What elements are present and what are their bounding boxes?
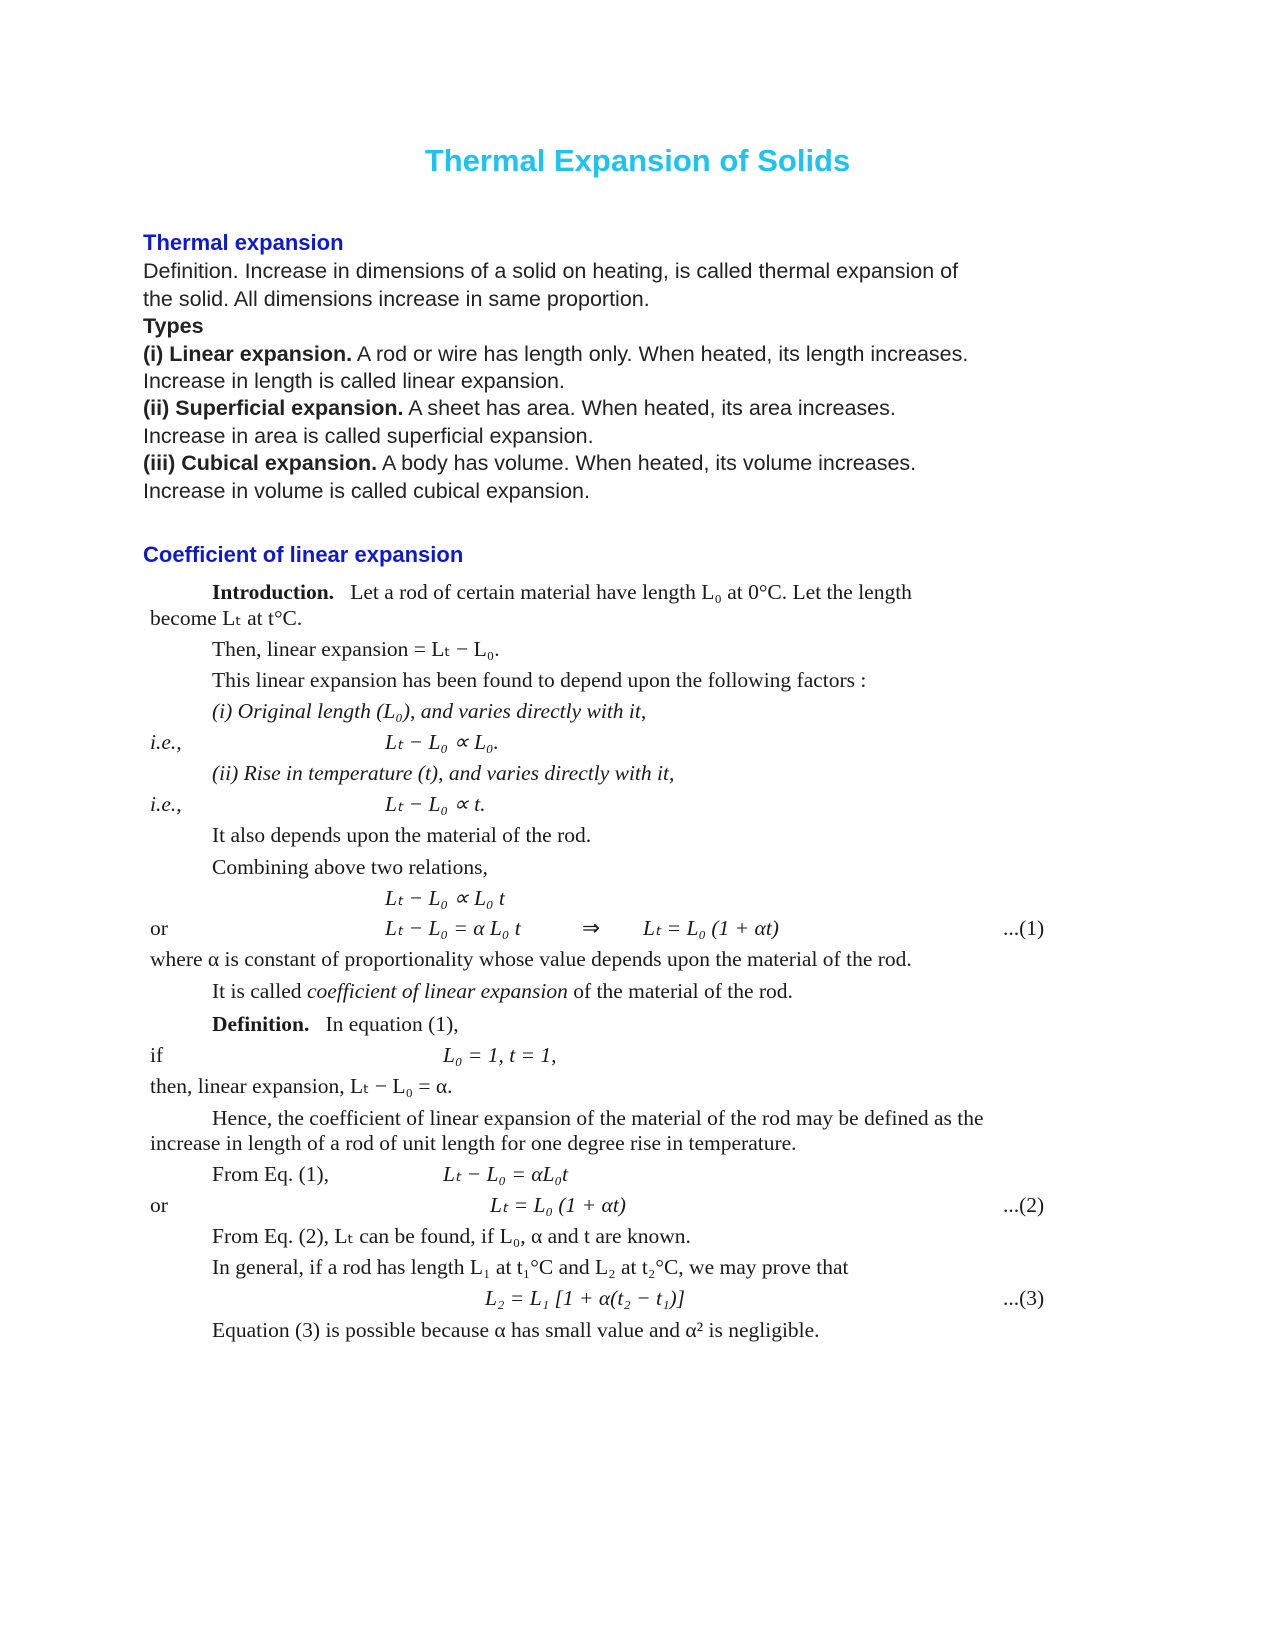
if-label: if xyxy=(150,1043,164,1067)
where-line: where α is constant of proportionality whose value depends upon the material of the rod. xyxy=(150,947,912,971)
equation-proportional-temp: Lₜ − L₀ ∝ t. xyxy=(385,792,486,816)
called-line xyxy=(212,979,793,1004)
equation-2-number: ...(2) xyxy=(1003,1193,1045,1217)
section-heading-coefficient: Coefficient of linear expansion xyxy=(143,542,464,567)
factor-2: (ii) Rise in temperature (t), and varies directly with it, xyxy=(212,761,675,785)
equation-3: L₂ = L₁ [1 + α(t₂ − t₁)] xyxy=(485,1286,685,1310)
type-linear-text: A rod or wire has length only. When heated, its length increases. xyxy=(352,342,969,366)
if-equation: L₀ = 1, t = 1, xyxy=(443,1043,557,1067)
type-cubical-line2: Increase in volume is called cubical expansion. xyxy=(143,479,590,503)
types-heading: Types xyxy=(143,314,204,338)
ie-label-2: i.e., xyxy=(150,792,182,816)
implies-symbol: ⇒ xyxy=(582,916,601,940)
intro-line-2: become Lₜ at t°C. xyxy=(150,606,303,630)
factors-line: This linear expansion has been found to depend upon the following factors : xyxy=(212,668,867,692)
intro-label: Introduction. xyxy=(212,580,335,604)
called-prefix: It is called xyxy=(212,979,307,1003)
type-linear xyxy=(143,340,968,368)
hence-line-1: Hence, the coefficient of linear expansion of the material of the rod may be defined as the xyxy=(212,1106,984,1130)
or-label-1: or xyxy=(150,916,168,940)
final-line: Equation (3) is possible because α has small value and α² is negligible. xyxy=(212,1318,820,1342)
equation-1-left: Lₜ − L₀ = α L₀ t xyxy=(385,916,521,940)
definition-line xyxy=(212,1012,459,1037)
factor-1: (i) Original length (L₀), and varies directly with it, xyxy=(212,699,647,723)
called-term: coefficient of linear expansion xyxy=(306,979,568,1003)
material-line: It also depends upon the material of the rod. xyxy=(212,823,592,847)
type-superficial-label: (ii) Superficial expansion. xyxy=(143,396,404,420)
equation-proportional-length: Lₜ − L₀ ∝ L₀. xyxy=(385,730,499,754)
definition-line-2: the solid. All dimensions increase in same proportion. xyxy=(143,287,650,311)
page-title: Thermal Expansion of Solids xyxy=(424,143,851,178)
or-label-2: or xyxy=(150,1193,168,1217)
definition-line-1: Definition. Increase in dimensions of a solid on heating, is called thermal expansion of xyxy=(143,259,959,283)
general-line: In general, if a rod has length L₁ at t₁°C and L₂ at t₂°C, we may prove that xyxy=(212,1255,849,1279)
type-superficial xyxy=(143,394,896,422)
definition-label: Definition. xyxy=(212,1012,310,1036)
section-heading-thermal-expansion: Thermal expansion xyxy=(143,230,344,255)
type-cubical-text: A body has volume. When heated, its volume increases. xyxy=(377,451,917,475)
ie-label-1: i.e., xyxy=(150,730,182,754)
from-eq1-equation: Lₜ − L₀ = αL₀t xyxy=(443,1162,568,1186)
definition-text: In equation (1), xyxy=(325,1012,459,1036)
type-cubical xyxy=(143,449,916,477)
intro-line xyxy=(212,580,912,605)
type-linear-line2: Increase in length is called linear expansion. xyxy=(143,369,565,393)
type-cubical-label: (iii) Cubical expansion. xyxy=(143,451,378,475)
intro-text: Let a rod of certain material have length L₀ at 0°C. Let the length xyxy=(350,580,912,604)
then-linear-expansion-line: then, linear expansion, Lₜ − L₀ = α. xyxy=(150,1074,453,1098)
equation-1-number: ...(1) xyxy=(1003,916,1045,940)
called-suffix: of the material of the rod. xyxy=(567,979,793,1003)
from-eq1-label: From Eq. (1), xyxy=(212,1162,330,1186)
equation-1-right: Lₜ = L₀ (1 + αt) xyxy=(643,916,779,940)
equation-combined-proportion: Lₜ − L₀ ∝ L₀ t xyxy=(385,886,505,910)
combining-line: Combining above two relations, xyxy=(212,855,488,879)
type-superficial-line2: Increase in area is called superficial expansion. xyxy=(143,424,594,448)
type-superficial-text: A sheet has area. When heated, its area increases. xyxy=(403,396,896,420)
equation-3-number: ...(3) xyxy=(1003,1286,1045,1310)
type-linear-label: (i) Linear expansion. xyxy=(143,342,353,366)
hence-line-2: increase in length of a rod of unit length for one degree rise in temperature. xyxy=(150,1131,797,1155)
then-line: Then, linear expansion = Lₜ − L₀. xyxy=(212,637,500,661)
from-eq2-line: From Eq. (2), Lₜ can be found, if L₀, α and t are known. xyxy=(212,1224,691,1248)
equation-2: Lₜ = L₀ (1 + αt) xyxy=(490,1193,626,1217)
